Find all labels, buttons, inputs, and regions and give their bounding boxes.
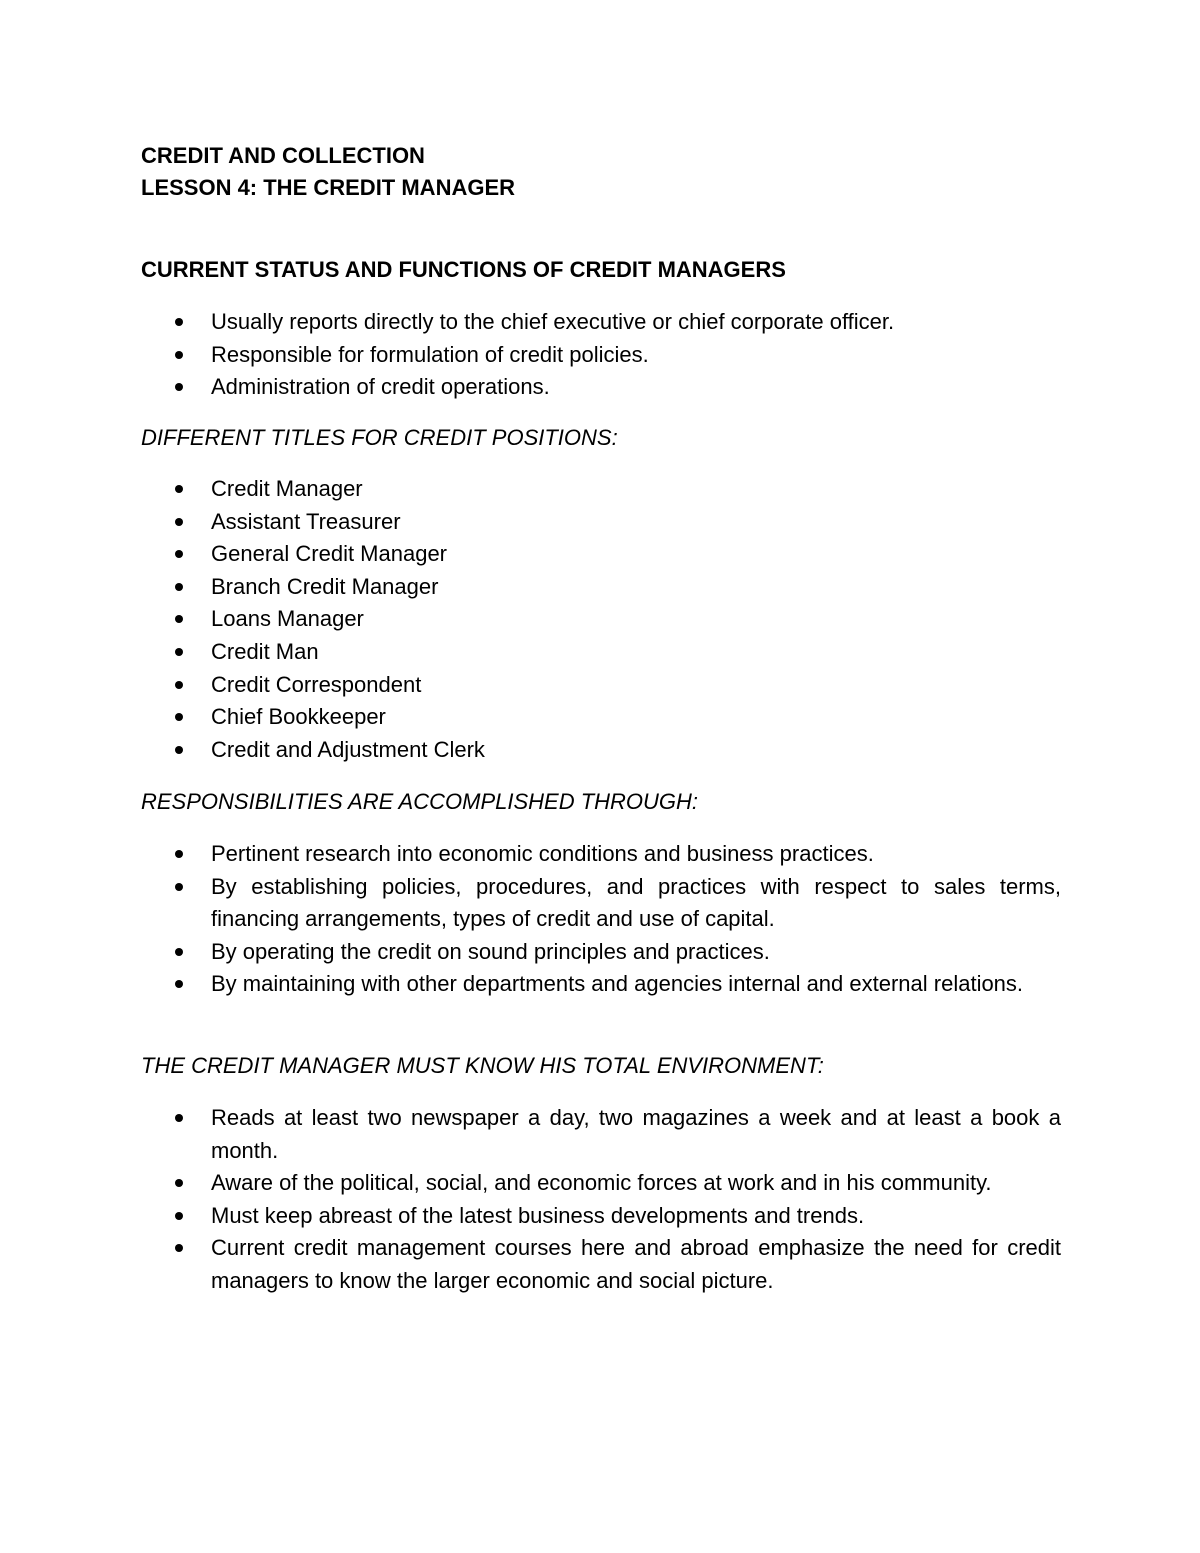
responsibilities-list [141, 838, 1061, 1001]
title-block [141, 140, 515, 204]
list-item: Must keep abreast of the latest business developments and trends. [141, 1200, 1061, 1233]
bullet-icon [175, 1212, 183, 1220]
list-item: Credit Correspondent [141, 669, 1061, 702]
bullet-icon [175, 980, 183, 988]
credit-titles-list [141, 473, 1061, 766]
bullet-icon [175, 746, 183, 754]
environment-list [141, 1102, 1061, 1298]
list-item: Responsible for formulation of credit policies. [141, 339, 1061, 372]
bullet-icon [175, 948, 183, 956]
lesson-title: LESSON 4: THE CREDIT MANAGER [141, 175, 516, 200]
list-item: By establishing policies, procedures, and practices with respect to sales terms, financing arrangements, types of credit and use of capital. [141, 871, 1061, 936]
bullet-icon [175, 1179, 183, 1187]
document-title: CREDIT AND COLLECTION [141, 143, 425, 168]
list-item: Usually reports directly to the chief executive or chief corporate officer. [141, 306, 1061, 339]
list-item: Current credit management courses here and abroad emphasize the need for credit managers to know the larger economic and social picture. [141, 1232, 1061, 1297]
bullet-icon [175, 550, 183, 558]
section-heading-status-functions: CURRENT STATUS AND FUNCTIONS OF CREDIT MANAGERS [141, 257, 786, 282]
bullet-icon [175, 648, 183, 656]
list-item: Assistant Treasurer [141, 506, 1061, 539]
bullet-icon [175, 883, 183, 891]
list-item: Loans Manager [141, 603, 1061, 636]
bullet-icon [175, 850, 183, 858]
list-item: Pertinent research into economic conditions and business practices. [141, 838, 1061, 871]
bullet-icon [175, 1114, 183, 1122]
list-item: Branch Credit Manager [141, 571, 1061, 604]
bullet-icon [175, 485, 183, 493]
bullet-icon [175, 681, 183, 689]
bullet-icon [175, 1244, 183, 1252]
list-item: Administration of credit operations. [141, 371, 1061, 404]
list-item: Credit Manager [141, 473, 1061, 506]
list-item: General Credit Manager [141, 538, 1061, 571]
list-item: Reads at least two newspaper a day, two magazines a week and at least a book a month. [141, 1102, 1061, 1167]
bullet-icon [175, 583, 183, 591]
list-item: Credit Man [141, 636, 1061, 669]
bullet-icon [175, 615, 183, 623]
list-item: By maintaining with other departments and agencies internal and external relations. [141, 968, 1061, 1001]
list-item: By operating the credit on sound principles and practices. [141, 936, 1061, 969]
section-heading-titles: DIFFERENT TITLES FOR CREDIT POSITIONS: [141, 425, 618, 450]
bullet-icon [175, 351, 183, 359]
bullet-icon [175, 518, 183, 526]
list-item: Credit and Adjustment Clerk [141, 734, 1061, 767]
section-heading-responsibilities: RESPONSIBILITIES ARE ACCOMPLISHED THROUGH: [141, 789, 699, 814]
bullet-icon [175, 318, 183, 326]
bullet-icon [175, 713, 183, 721]
status-functions-list [141, 306, 1061, 404]
bullet-icon [175, 383, 183, 391]
list-item: Chief Bookkeeper [141, 701, 1061, 734]
section-heading-environment: THE CREDIT MANAGER MUST KNOW HIS TOTAL ENVIRONMENT: [141, 1053, 824, 1078]
list-item: Aware of the political, social, and economic forces at work and in his community. [141, 1167, 1061, 1200]
